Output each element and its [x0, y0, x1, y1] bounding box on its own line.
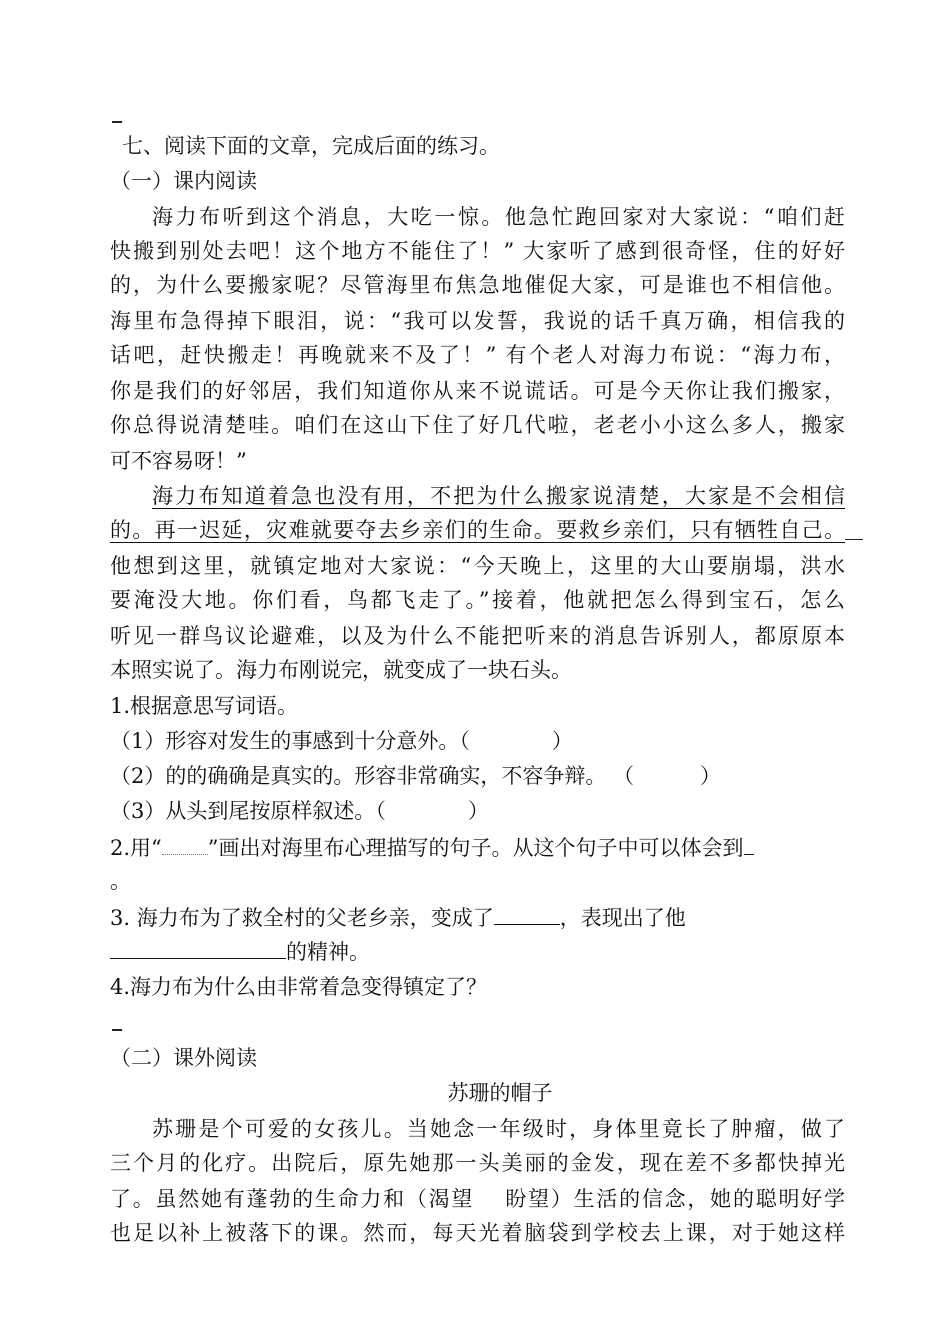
- question-1-1: [110, 726, 845, 756]
- p1-line-8: 可不容易呀！”: [110, 449, 247, 473]
- p1-line-1: 海力布听到这个消息，大吃一惊。他急忙跑回家对大家说：“咱们赶: [152, 205, 845, 229]
- q2-text-b: ”画出对海里布心理描写的句子。从这个句子中可以体会到: [207, 836, 744, 860]
- p2-line-3: 他想到这里，就镇定地对大家说：“今天晚上，这里的大山要崩塌，洪水: [110, 554, 845, 578]
- q3-text-c: 的精神。: [286, 940, 370, 964]
- question-3-cont: [110, 936, 845, 966]
- p1-line-7: 你总得说清楚哇。咱们在这山下住了好几代啦，老老小小这么多人，搬家: [110, 413, 845, 437]
- q1-3-text: （3）从头到尾按原样叙述。（: [110, 799, 386, 823]
- question-2-end: 。: [110, 869, 131, 893]
- q2-answer-blank[interactable]: [744, 832, 754, 855]
- p2-line-4: 要淹没大地。你们看，鸟都飞走了。”接着，他就把怎么得到宝石，怎么: [110, 588, 845, 612]
- q3-answer-blank-1[interactable]: [494, 902, 560, 925]
- p2-line-5: 听见一群鸟议论避难，以及为什么不能把听来的消息告诉别人，都原原本: [110, 624, 845, 648]
- q1-1-text: （1）形容对发生的事感到十分意外。（: [110, 729, 470, 753]
- p1-line-6: 你是我们的好邻居，我们知道你从来不说谎话。可是今天你让我们搬家，: [110, 379, 845, 403]
- p1-line-4: 海里布急得掉下眼泪，说：“我可以发誓，我说的话千真万确，相信我的: [110, 309, 845, 333]
- story-line-4: 也足以补上被落下的课。然而，每天光着脑袋到学校去上课，对于她这样: [110, 1221, 845, 1245]
- section-title: 七、阅读下面的文章，完成后面的练习。: [122, 134, 500, 158]
- question-1: 1.根据意思写词语。: [110, 694, 299, 718]
- p1-line-5: 话吧，赶快搬走！再晚就来不及了！” 有个老人对海力布说：“海力布，: [110, 343, 845, 367]
- q3-text-b: ，表现出了他: [559, 906, 686, 930]
- wavy-line-sample: [162, 836, 208, 855]
- q1-3-close: ）: [467, 799, 489, 823]
- part2-title: （二）课外阅读: [110, 1046, 257, 1070]
- story-line-2: 三个月的化疗。出院后，原先她那一头美丽的金发，现在差不多都快掉光: [110, 1151, 845, 1175]
- q1-2-close: ）: [700, 764, 722, 788]
- p1-line-3: 的，为什么要搬家呢？尽管海里布焦急地催促大家，可是谁也不相信他。: [110, 273, 845, 297]
- question-1-3: [110, 796, 845, 826]
- story-line-3: 了。虽然她有蓬勃的生命力和（渴望 盼望）生活的信念，她的聪明好学: [110, 1187, 845, 1211]
- question-4: 4.海力布为什么由非常着急变得镇定了？: [110, 975, 488, 999]
- q3-text-a: 3. 海力布为了救全村的父老乡亲，变成了: [110, 906, 494, 930]
- question-2: [110, 832, 845, 862]
- q3-answer-blank-2[interactable]: [110, 936, 286, 959]
- stray-mark-top: [112, 121, 122, 123]
- q2-text-a: 2.用“: [110, 836, 162, 860]
- q1-2-text: （2）的的确确是真实的。形容非常确实，不容争辩。 （: [110, 764, 635, 788]
- question-1-2: [110, 761, 845, 791]
- part1-title: （一）课内阅读: [110, 169, 257, 193]
- stray-mark-bottom: [112, 1029, 122, 1031]
- q1-1-close: ）: [551, 729, 573, 753]
- p2-line-1-underlined: 海力布知道着急也没有用，不把为什么搬家说清楚，大家是不会相信: [152, 484, 845, 508]
- story-line-1: 苏珊是个可爱的女孩儿。当她念一年级时，身体里竟长了肿瘤，做了: [152, 1117, 845, 1141]
- p2-line-2-underlined: 的。再一迟延，灾难就要夺去乡亲们的生命。要救乡亲们，只有牺牲自己。: [110, 518, 845, 542]
- story-title: 苏珊的帽子: [447, 1081, 553, 1105]
- p2-line-6: 本照实说了。海力布刚说完，就变成了一块石头。: [110, 658, 572, 682]
- question-3: [110, 902, 845, 932]
- underline-extension: [845, 539, 863, 540]
- p1-line-2: 快搬到别处去吧！这个地方不能住了！” 大家听了感到很奇怪，住的好好: [110, 239, 845, 263]
